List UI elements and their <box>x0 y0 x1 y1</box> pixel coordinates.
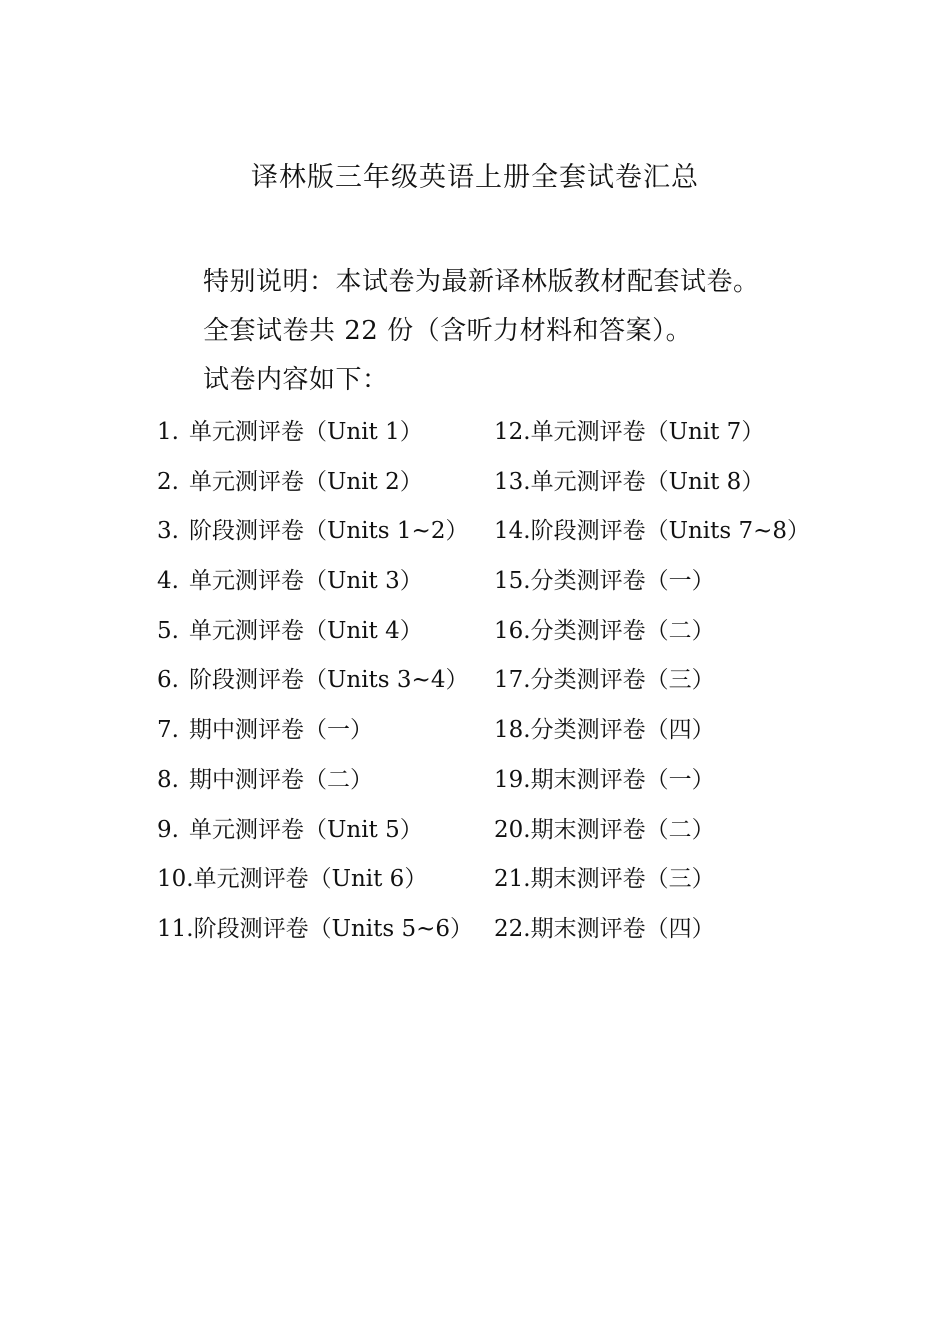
item-number: 4. <box>157 568 179 595</box>
list-item <box>494 611 715 651</box>
item-text: 期中测评卷（一） <box>189 717 373 744</box>
list-item <box>157 760 373 800</box>
item-number: 5. <box>157 617 179 644</box>
contents-row <box>157 660 877 710</box>
item-number: 9. <box>157 816 179 843</box>
item-number: 21. <box>494 866 531 893</box>
document-title: 译林版三年级英语上册全套试卷汇总 <box>251 162 699 193</box>
item-number: 15. <box>494 568 531 595</box>
item-text: 单元测评卷（Unit 2） <box>189 468 423 495</box>
contents-row <box>157 462 877 512</box>
note-line: 特别说明：本试卷为最新译林版教材配套试卷。 <box>203 267 760 297</box>
item-number: 17. <box>494 667 531 694</box>
item-number: 12. <box>494 419 531 445</box>
item-text: 分类测评卷（一） <box>530 568 715 595</box>
list-item <box>494 412 764 452</box>
contents-row <box>157 859 877 909</box>
list-item <box>157 710 373 750</box>
item-text: 单元测评卷（Unit 1） <box>189 419 423 445</box>
item-number: 3. <box>157 518 179 545</box>
item-text: 期末测评卷（二） <box>530 816 715 843</box>
item-number: 13. <box>494 468 531 495</box>
item-number: 11. <box>157 915 194 942</box>
item-text: 单元测评卷（Unit 5） <box>189 816 423 843</box>
contents-row <box>157 561 877 611</box>
item-text: 阶段测评卷（Units 5~6） <box>193 915 474 942</box>
item-text: 阶段测评卷（Units 7~8） <box>530 518 811 545</box>
contents-row <box>157 710 877 760</box>
item-text: 分类测评卷（四） <box>530 717 715 744</box>
list-item <box>157 810 423 850</box>
item-text: 期末测评卷（三） <box>530 866 715 893</box>
list-item <box>494 462 764 502</box>
item-text: 期末测评卷（一） <box>530 766 715 793</box>
contents-row <box>157 412 877 462</box>
special-notes <box>203 258 923 405</box>
item-text: 期末测评卷（四） <box>530 915 715 942</box>
list-item <box>157 462 423 502</box>
contents-row <box>157 611 877 661</box>
list-item <box>157 611 423 651</box>
item-text: 单元测评卷（Unit 3） <box>189 568 423 595</box>
list-item <box>494 660 715 700</box>
item-text: 单元测评卷（Unit 4） <box>189 617 423 644</box>
list-item <box>157 561 423 601</box>
item-number: 7. <box>157 717 179 744</box>
list-item <box>494 710 715 750</box>
note-line: 全套试卷共 22 份（含听力材料和答案）。 <box>203 316 693 346</box>
item-number: 22. <box>494 915 531 942</box>
list-item <box>157 511 468 551</box>
contents-row <box>157 909 877 959</box>
item-number: 2. <box>157 468 179 495</box>
item-text: 分类测评卷（三） <box>530 667 715 694</box>
item-number: 8. <box>157 766 179 793</box>
item-text: 单元测评卷（Unit 6） <box>193 866 428 893</box>
list-item <box>494 810 715 850</box>
item-number: 16. <box>494 617 531 644</box>
list-item <box>157 412 423 452</box>
contents-list <box>157 412 877 959</box>
contents-row <box>157 511 877 561</box>
item-number: 10. <box>157 866 194 893</box>
item-number: 6. <box>157 667 179 694</box>
item-text: 单元测评卷（Unit 8） <box>530 468 765 495</box>
contents-row <box>157 760 877 810</box>
list-item <box>494 511 810 551</box>
list-item <box>494 859 715 899</box>
item-number: 1. <box>157 419 179 445</box>
note-line: 试卷内容如下： <box>203 365 389 395</box>
list-item <box>157 660 468 700</box>
item-number: 18. <box>494 717 531 744</box>
item-number: 14. <box>494 518 531 545</box>
item-text: 单元测评卷（Unit 7） <box>530 419 765 445</box>
list-item <box>494 561 715 601</box>
list-item <box>157 859 427 899</box>
item-text: 阶段测评卷（Units 1~2） <box>189 518 469 545</box>
item-text: 期中测评卷（二） <box>189 766 373 793</box>
contents-row <box>157 810 877 860</box>
list-item <box>157 909 473 949</box>
list-item <box>494 909 715 949</box>
list-item <box>494 760 715 800</box>
item-number: 19. <box>494 766 531 793</box>
item-number: 20. <box>494 816 531 843</box>
item-text: 阶段测评卷（Units 3~4） <box>189 667 469 694</box>
item-text: 分类测评卷（二） <box>530 617 715 644</box>
